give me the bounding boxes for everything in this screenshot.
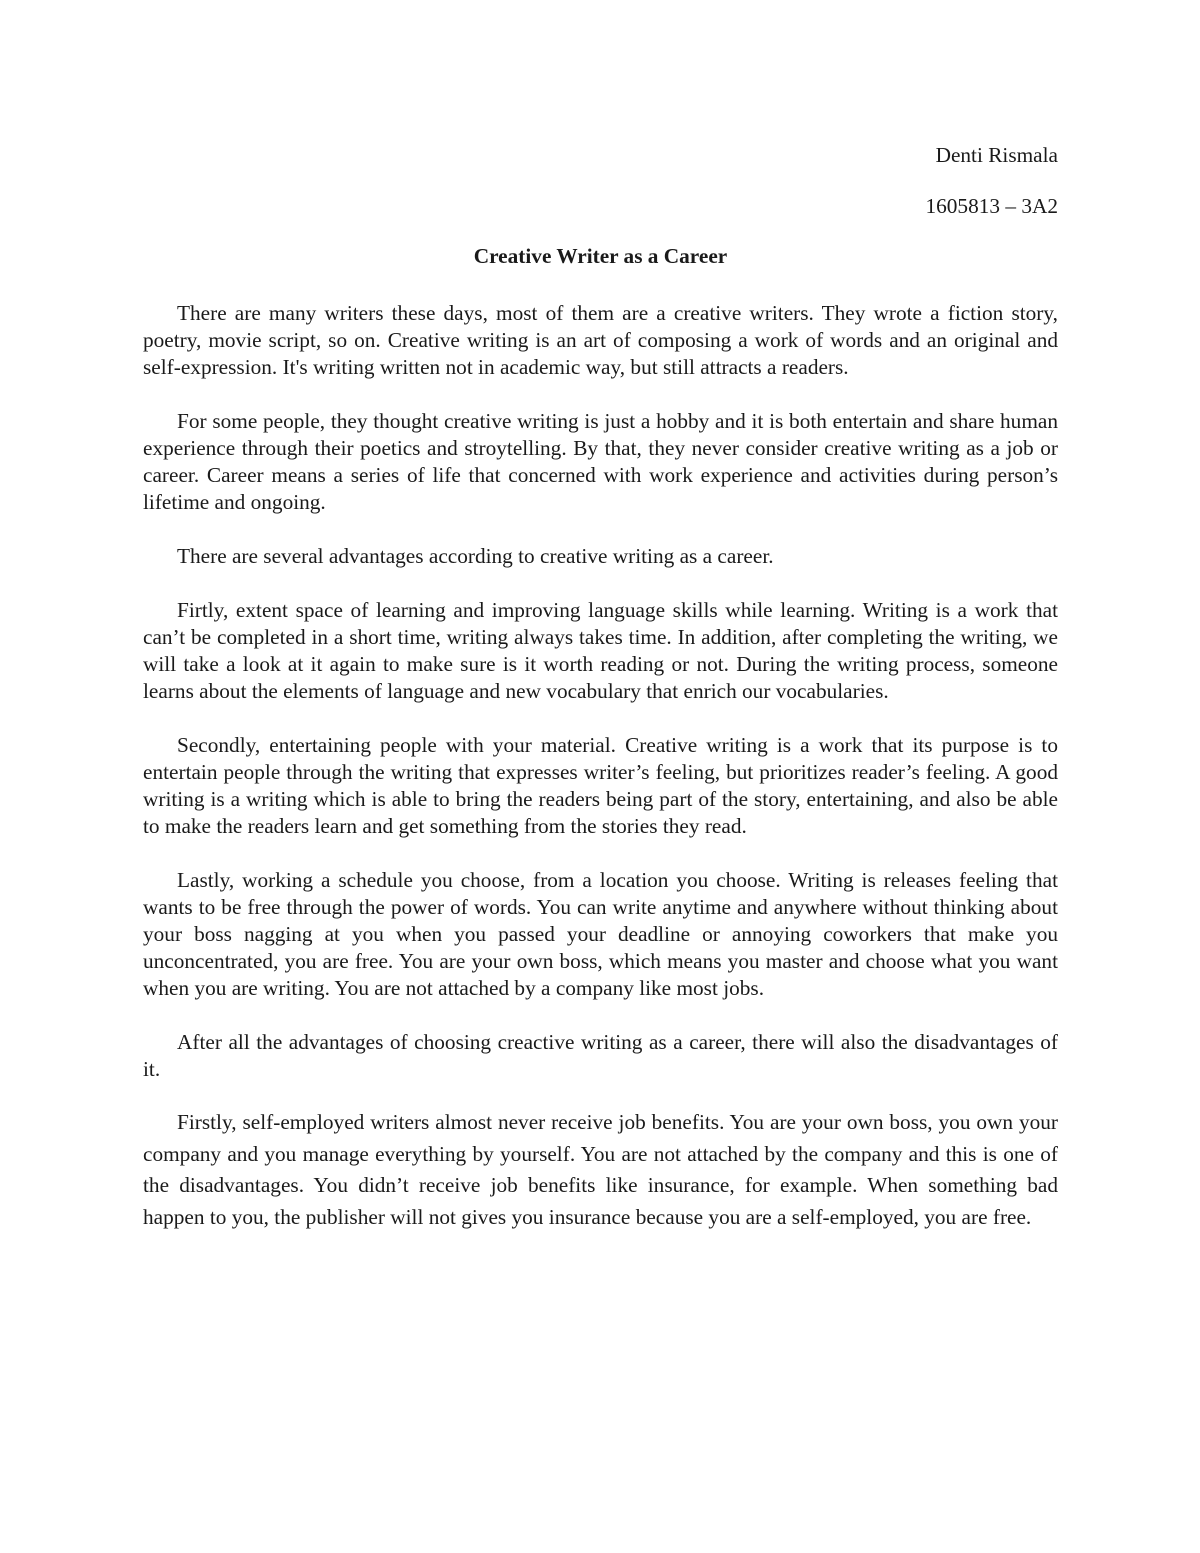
document-title: Creative Writer as a Career [473,244,728,268]
paragraph-advantage-first: Firtly, extent space of learning and improving language skills while learning. Writing is a work that can’t be completed in a short time, writing always takes time. In addition, after completing the writing, we will take a look at it again to make sure is it worth reading or not. During the writing process, someone learns about the elements of language and new vocabulary that enrich our vocabularies. [143,598,1058,703]
paragraph-advantages-intro: There are several advantages according to creative writing as a career. [177,544,774,568]
paragraph-disadvantages-intro: After all the advantages of choosing creactive writing as a career, there will also the disadvantages of it. [143,1030,1058,1081]
paragraph-intro: There are many writers these days, most of them are a creative writers. They wrote a fiction story, poetry, movie script, so on. Creative writing is an art of composing a work of words and an original and self-expression. It's writing written not in academic way, but still attracts a readers. [143,301,1058,379]
paragraph-career-definition: For some people, they thought creative writing is just a hobby and it is both entertain and share human experience through their poetics and stroytelling. By that, they never consider creative writing as a job or career. Career means a series of life that concerned with work experience and activities during person’s lifetime and ongoing. [143,409,1058,514]
paragraph-advantage-second: Secondly, entertaining people with your material. Creative writing is a work that its purpose is to entertain people through the writing that expresses writer’s feeling, but prioritizes reader’s feeling. A good writing is a writing which is able to bring the readers being part of the story, entertaining, and also be able to make the readers learn and get something from the stories they read. [143,733,1058,838]
author-name: Denti Rismala [935,143,1058,167]
student-id: 1605813 – 3A2 [925,194,1058,218]
paragraph-advantage-third: Lastly, working a schedule you choose, from a location you choose. Writing is releases feeling that wants to be free through the power of words. You can write anytime and anywhere without thinking about your boss nagging at you when you passed your deadline or annoying coworkers that make you unconcentrated, you are free. You are your own boss, which means you master and choose what you want when you are writing. You are not attached by a company like most jobs. [143,868,1058,1000]
paragraph-disadvantage-first: Firstly, self-employed writers almost never receive job benefits. You are your own boss, you own your company and you manage everything by yourself. You are not attached by the company and this is one of the disadvantages. You didn’t receive job benefits like insurance, for example. When something bad happen to you, the publisher will not gives you insurance because you are a self-employed, you are free. [143,1110,1058,1229]
document-body [143,142,1058,1260]
